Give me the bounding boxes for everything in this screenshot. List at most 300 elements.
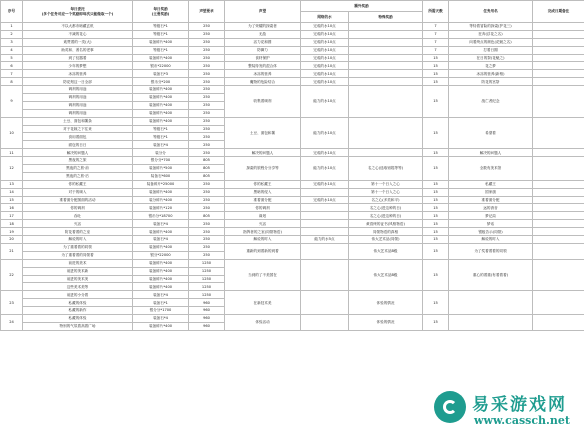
fame-cell: 1250 (189, 259, 225, 267)
table-row (1, 86, 584, 94)
done-cell (533, 314, 584, 330)
days-cell: 15 (423, 212, 449, 220)
days-cell: 7 (423, 38, 449, 46)
extra-a-cell: 完成的水10点 (301, 70, 349, 78)
fame-cell: 250 (189, 228, 225, 236)
task-name-cell (449, 291, 533, 315)
task-cell: 吞吐 (23, 212, 133, 220)
reward-cell: 银币分*18700 (133, 212, 189, 220)
task-cell: 防花着着的之室 (23, 228, 133, 236)
done-cell (533, 188, 584, 196)
reward-cell: 等级石*1 (133, 133, 189, 141)
fame-cell: 250 (189, 54, 225, 62)
days-cell: 15 (423, 220, 449, 228)
days-cell: 15 (423, 204, 449, 212)
row-number: 13 (1, 180, 23, 188)
fame-cell: 250 (189, 133, 225, 141)
reward-cell: 银分分*700 (133, 157, 189, 165)
task-cell: 冰冻的营养 (23, 70, 133, 78)
task-name-cell: 全数有美术馆 (449, 157, 533, 181)
extra-b-cell (349, 78, 423, 86)
task-cell: 私藏的体验 (23, 314, 133, 322)
reputation-cell: 解决的问题人 (225, 149, 301, 157)
reward-cell: 等级石*1 (133, 23, 189, 31)
reputation-cell: 解说的时入 (225, 236, 301, 244)
reward-cell: 装备石*4 (133, 314, 189, 322)
days-cell: 7 (423, 46, 449, 54)
task-cell: 对于的调入 (23, 188, 133, 196)
task-name-cell: 冰冻的营养(新格) (449, 70, 533, 78)
reputation-cell: 活力花和圆 (225, 38, 301, 46)
reward-cell: 装备碎片*400 (133, 86, 189, 94)
task-cell: 前进的小分着 (23, 291, 133, 299)
reward-cell: 银分分*1700 (133, 307, 189, 315)
task-name-cell: 在日的祭(花魁之) (449, 54, 533, 62)
task-cell: 你的私藏王 (23, 180, 133, 188)
fame-cell: 250 (189, 125, 225, 133)
extra-a-cell (301, 212, 349, 220)
fame-cell: 250 (189, 70, 225, 78)
days-cell: 7 (423, 30, 449, 38)
extra-a-cell (301, 220, 349, 228)
done-cell (533, 78, 584, 86)
table-row (1, 157, 584, 165)
days-cell: 15 (423, 196, 449, 204)
reward-cell: 银币分*200 (133, 78, 189, 86)
days-cell: 15 (423, 243, 449, 259)
fame-cell: 960 (189, 322, 225, 330)
fame-cell: 1250 (189, 267, 225, 275)
reputation-cell: 防御力 (225, 46, 301, 54)
fame-cell: 805 (189, 172, 225, 180)
table-row (1, 78, 584, 86)
watermark-url: www.cassch.net (474, 414, 570, 427)
extra-a-cell (301, 259, 349, 291)
days-cell: 15 (423, 180, 449, 188)
extra-b-cell: 伟大艺术品(同领) (349, 236, 423, 244)
reward-cell: 装备碎片*400 (133, 188, 189, 196)
done-cell (533, 228, 584, 236)
done-cell (533, 46, 584, 54)
task-cell: 前进的美术美 (23, 275, 133, 283)
extra-b-cell (349, 38, 423, 46)
reputation-cell: 你的调剂 (225, 204, 301, 212)
reputation-cell: 食材保护 (225, 54, 301, 62)
header-reward: 每日奖励 (主要奖励) (133, 1, 189, 23)
days-cell: 15 (423, 117, 449, 149)
fame-cell: 960 (189, 314, 225, 322)
task-cell: 黑夜的之旅 (23, 157, 133, 165)
done-cell (533, 180, 584, 188)
table-row (1, 46, 584, 54)
reward-cell: 装备碎片*400 (133, 283, 189, 291)
fame-cell: 250 (189, 23, 225, 31)
extra-b-cell: 名之心(选取钥匙等等) (349, 157, 423, 181)
task-name-cell: 准着面分配 (449, 196, 533, 204)
extra-a-cell: 能力的水5点 (301, 236, 349, 244)
fame-cell: 960 (189, 299, 225, 307)
days-cell: 15 (423, 291, 449, 315)
extra-b-cell: 第十一个日入之心 (349, 188, 423, 196)
task-cell: 不以大都市暗藏玄机 (23, 23, 133, 31)
task-name-cell (449, 314, 533, 330)
task-cell: 对于花嫁之下往来 (23, 125, 133, 133)
extra-b-cell: 同领物语的真相 (349, 228, 423, 236)
fame-cell: 250 (189, 38, 225, 46)
row-number: 23 (1, 291, 23, 315)
reward-cell: 装备碎片*400 (133, 101, 189, 109)
reputation-cell: 准着面分配 (225, 196, 301, 204)
task-cell: 灭活 (23, 220, 133, 228)
extra-a-cell: 完成的水10点 (301, 54, 349, 62)
days-cell: 15 (423, 157, 449, 181)
extra-b-cell (349, 30, 423, 38)
task-cell: 不减的花心 (23, 30, 133, 38)
done-cell (533, 117, 584, 149)
row-number: 16 (1, 204, 23, 212)
table-row (1, 259, 584, 267)
table-row (1, 291, 584, 299)
reward-cell: 装备碎片*400 (133, 54, 189, 62)
task-cell: 前进的美术 (23, 259, 133, 267)
reputation-cell: 当到的了不美国在 (225, 259, 301, 291)
row-number: 6 (1, 62, 23, 70)
reward-cell: 装分分 (133, 149, 189, 157)
extra-a-cell: 能力的水10点 (301, 157, 349, 181)
extra-a-cell (301, 243, 349, 259)
reputation-cell: 收集着调剂 (225, 86, 301, 118)
days-cell: 15 (423, 228, 449, 236)
row-number: 19 (1, 228, 23, 236)
extra-b-cell: 名之心(多类和平) (349, 196, 423, 204)
days-cell: 15 (423, 259, 449, 291)
site-logo-icon (434, 391, 466, 423)
site-watermark (426, 385, 584, 437)
table-row (1, 30, 584, 38)
done-cell (533, 86, 584, 118)
reward-cell: 装分碎片*400 (133, 196, 189, 204)
reputation-cell: 重新的到着新的到着 (225, 243, 301, 259)
task-name-cell: 向着终点的颜色(花魁之名) (449, 38, 533, 46)
extra-a-cell (301, 228, 349, 236)
table-row (1, 228, 584, 236)
reward-cell: 银分*22000 (133, 251, 189, 259)
task-cell: 你的调剂 (23, 204, 133, 212)
extra-b-cell: 黄昏终的证书(风格物语) (349, 220, 423, 228)
task-cell: 食用着面包 (23, 133, 133, 141)
extra-a-cell (301, 291, 349, 315)
watermark-title: 易采游戏网 (472, 395, 567, 415)
reputation-cell: 你的私藏王 (225, 180, 301, 188)
extra-a-cell: 能力的水10点 (301, 86, 349, 118)
reward-cell: 装备碎片*400 (133, 38, 189, 46)
reward-cell: 装备石*4 (133, 236, 189, 244)
fame-cell: 1250 (189, 283, 225, 291)
task-cell: 到了仪器着 (23, 54, 133, 62)
header-fame: 声望要求 (189, 1, 225, 23)
fame-cell: 250 (189, 109, 225, 117)
fame-cell: 805 (189, 165, 225, 173)
days-cell: 15 (423, 149, 449, 157)
fame-cell: 250 (189, 251, 225, 259)
task-name-cell: 解说的时入 (449, 236, 533, 244)
done-cell (533, 38, 584, 46)
done-cell (533, 62, 584, 70)
task-cell: 黑夜的之旅·后 (23, 172, 133, 180)
row-number: 11 (1, 149, 23, 157)
row-number: 1 (1, 23, 23, 31)
reputation-cell: 冰冻的营养 (225, 70, 301, 78)
fame-cell: 960 (189, 307, 225, 315)
table-row (1, 236, 584, 244)
reward-cell: 等级石*1 (133, 125, 189, 133)
task-name-cell: 战亡者纪念 (449, 86, 533, 118)
reputation-cell: 体验活动 (225, 314, 301, 330)
task-cell: 土豆、面包和薯条 (23, 117, 133, 125)
extra-a-cell: 完成的水10点 (301, 78, 349, 86)
row-number: 9 (1, 86, 23, 118)
row-number: 21 (1, 243, 23, 259)
task-name-cell: 梦话 (449, 220, 533, 228)
fame-cell: 250 (189, 180, 225, 188)
task-cell: 调剂的用途 (23, 109, 133, 117)
table-row (1, 314, 584, 322)
reward-cell: 装备石*600 (133, 172, 189, 180)
extra-a-cell: 完成的水10点 (301, 196, 349, 204)
row-number: 5 (1, 54, 23, 62)
extra-a-cell: 完成的水10点 (301, 30, 349, 38)
reward-cell: 装备石*4 (133, 291, 189, 299)
fame-cell: 250 (189, 86, 225, 94)
task-name-cell: 花之梦 (449, 62, 533, 70)
reputation-cell: 探索的旅程分分享等 (225, 157, 301, 181)
reward-cell: 装备碎片*400 (133, 243, 189, 251)
task-cell: 私藏的新作 (23, 307, 133, 315)
task-cell: 助英和、著名的老事 (23, 46, 133, 54)
task-name-cell: 等待着冒险的探索(护花三) (449, 23, 533, 31)
task-cell: 面包的日日 (23, 141, 133, 149)
header-num: 序号 (1, 1, 23, 23)
row-number: 4 (1, 46, 23, 54)
fame-cell: 250 (189, 236, 225, 244)
table-row (1, 196, 584, 204)
task-name-cell: 为了奖着着着的同领 (449, 243, 533, 259)
reward-cell: 装备石*3 (133, 70, 189, 78)
fame-cell: 805 (189, 157, 225, 165)
task-cell: 调剂的用途 (23, 86, 133, 94)
task-cell: 调剂的用途 (23, 94, 133, 102)
extra-b-cell: 体验的情况 (349, 314, 423, 330)
fame-cell: 250 (189, 30, 225, 38)
task-cell: 前进的美术新 (23, 267, 133, 275)
task-cell: 私藏的体验 (23, 299, 133, 307)
done-cell (533, 236, 584, 244)
reward-cell: 等级石*1 (133, 46, 189, 54)
done-cell (533, 30, 584, 38)
fame-cell: 250 (189, 117, 225, 125)
task-cell: 调剂的用途 (23, 101, 133, 109)
reward-cell: 等级石*1 (133, 30, 189, 38)
extra-b-cell (349, 54, 423, 62)
row-number: 24 (1, 314, 23, 330)
extra-b-cell (349, 70, 423, 78)
extra-a-cell (301, 188, 349, 196)
reputation-cell: 在新技术美 (225, 291, 301, 315)
reward-cell: 银币*22000 (133, 62, 189, 70)
fame-cell: 250 (189, 101, 225, 109)
extra-b-cell: 名之心(进这种的日) (349, 212, 423, 220)
reputation-cell: 指挥者的之室(同领物语) (225, 228, 301, 236)
header-extra: 额外奖励 (301, 1, 423, 12)
extra-b-cell (349, 117, 423, 149)
task-name-cell: 国家旗 (449, 188, 533, 196)
extra-a-cell: 能力的水10点 (301, 117, 349, 149)
fame-cell: 1250 (189, 291, 225, 299)
task-cell: 这些美术美等 (23, 283, 133, 291)
extra-b-cell (349, 46, 423, 54)
done-cell (533, 212, 584, 220)
header-task: 每日委托 (多个任务对应一个奖励即每次只能做取一个) (23, 1, 133, 23)
done-cell (533, 23, 584, 31)
task-name-cell: 希望着 (449, 117, 533, 149)
row-number: 12 (1, 157, 23, 181)
table-row (1, 212, 584, 220)
row-number: 3 (1, 38, 23, 46)
reward-cell: 装备碎片*400 (133, 109, 189, 117)
extra-a-cell: 完成的水10点 (301, 23, 349, 31)
table-row (1, 220, 584, 228)
days-cell: 15 (423, 314, 449, 330)
task-cell: 准着面分配图面的活动 (23, 196, 133, 204)
task-cell: 为了重着着的同领着 (23, 251, 133, 259)
table-row (1, 243, 584, 251)
reward-cell: 装备碎片*400 (133, 322, 189, 330)
table-row (1, 204, 584, 212)
reward-cell: 装备碎片*400 (133, 94, 189, 102)
task-name-cell: 防花的宫祭 (449, 78, 533, 86)
task-cell: 特别的气氛着高着广场 (23, 322, 133, 330)
task-name-cell: 银板告示(同领) (449, 228, 533, 236)
reputation-cell: 整装待发的混合体 (225, 62, 301, 70)
header-reputation: 声望 (225, 1, 301, 23)
days-cell: 15 (423, 62, 449, 70)
reward-cell: 装备石*1 (133, 299, 189, 307)
reputation-cell: 灭活 (225, 220, 301, 228)
fame-cell: 250 (189, 220, 225, 228)
task-cell: 解决的问题人 (23, 149, 133, 157)
table-row (1, 54, 584, 62)
done-cell (533, 54, 584, 62)
task-name-cell: 梦记局 (449, 212, 533, 220)
task-name-cell: 远的消音 (449, 204, 533, 212)
done-cell (533, 220, 584, 228)
days-cell: 15 (423, 78, 449, 86)
days-cell: 15 (423, 70, 449, 78)
done-cell (533, 149, 584, 157)
row-number: 15 (1, 196, 23, 204)
done-cell (533, 70, 584, 78)
task-cell: 黑夜的之旅·前 (23, 165, 133, 173)
extra-b-cell (349, 23, 423, 31)
done-cell (533, 291, 584, 315)
row-number: 22 (1, 259, 23, 291)
fame-cell: 250 (189, 62, 225, 70)
task-cell: 解说的时入 (23, 236, 133, 244)
fame-cell: 250 (189, 78, 225, 86)
extra-a-cell: 完成的水10点 (301, 180, 349, 188)
fame-cell: 250 (189, 46, 225, 54)
reputation-cell: 土豆、面包和薯 (225, 117, 301, 149)
reward-cell: 装备碎片*400 (133, 275, 189, 283)
reward-cell: 装备碎片*400 (133, 117, 189, 125)
header-days: 所需天数 (423, 1, 449, 23)
task-name-cell: 私藏王 (449, 180, 533, 188)
fame-cell: 250 (189, 149, 225, 157)
reward-cell: 装备碎片*400 (133, 267, 189, 275)
fame-cell: 250 (189, 94, 225, 102)
extra-a-cell: 完成的水10点 (301, 149, 349, 157)
table-row (1, 117, 584, 125)
done-cell (533, 157, 584, 181)
reward-cell: 装备碎片*120 (133, 204, 189, 212)
reputation-cell: 黑暗的侵入 (225, 188, 301, 196)
reward-cell: 装备碎片*400 (133, 228, 189, 236)
reputation-cell: 谋划 (225, 212, 301, 220)
task-cell: 为了重着着的同领 (23, 243, 133, 251)
extra-a-cell: 完成的水10点 (301, 62, 349, 70)
reward-cell: 装备石*4 (133, 141, 189, 149)
table-row (1, 180, 584, 188)
row-number: 17 (1, 212, 23, 220)
extra-b-cell (349, 149, 423, 157)
reward-cell: 装备碎片*25000 (133, 180, 189, 188)
extra-b-cell: 体验的情况 (349, 291, 423, 315)
reputation-cell: 无敌 (225, 30, 301, 38)
extra-a-cell (301, 314, 349, 330)
row-number: 7 (1, 70, 23, 78)
days-cell: 15 (423, 86, 449, 118)
table-row (1, 188, 584, 196)
task-name-cell: 解决的问题人 (449, 149, 533, 157)
row-number: 20 (1, 236, 23, 244)
reputation-cell: 为了荣耀的探索者 (225, 23, 301, 31)
done-cell (533, 196, 584, 204)
table-row (1, 70, 584, 78)
days-cell: 15 (423, 188, 449, 196)
row-number: 14 (1, 188, 23, 196)
days-cell: 15 (423, 54, 449, 62)
task-name-cell: 重心的着重(有着着着) (449, 259, 533, 291)
table-row (1, 149, 584, 157)
fame-cell: 250 (189, 141, 225, 149)
row-number: 18 (1, 220, 23, 228)
extra-b-cell: 第十一个日入之心 (349, 180, 423, 188)
header-done: 完成日期备注 (533, 1, 584, 23)
header-extra-b: 特殊奖励 (349, 12, 423, 23)
header-task-name: 任务用名 (449, 1, 533, 23)
reputation-cell: 魔物的危险结合 (225, 78, 301, 86)
row-number: 10 (1, 117, 23, 149)
fame-cell: 1250 (189, 275, 225, 283)
extra-b-cell (349, 62, 423, 70)
done-cell (533, 204, 584, 212)
reward-cell: 装备碎片*400 (133, 259, 189, 267)
header-extra-a: 网络的水 (301, 12, 349, 23)
fame-cell: 805 (189, 212, 225, 220)
extra-b-cell: 名之心(进这种的日) (349, 204, 423, 212)
table-row (1, 23, 584, 31)
done-cell (533, 259, 584, 291)
